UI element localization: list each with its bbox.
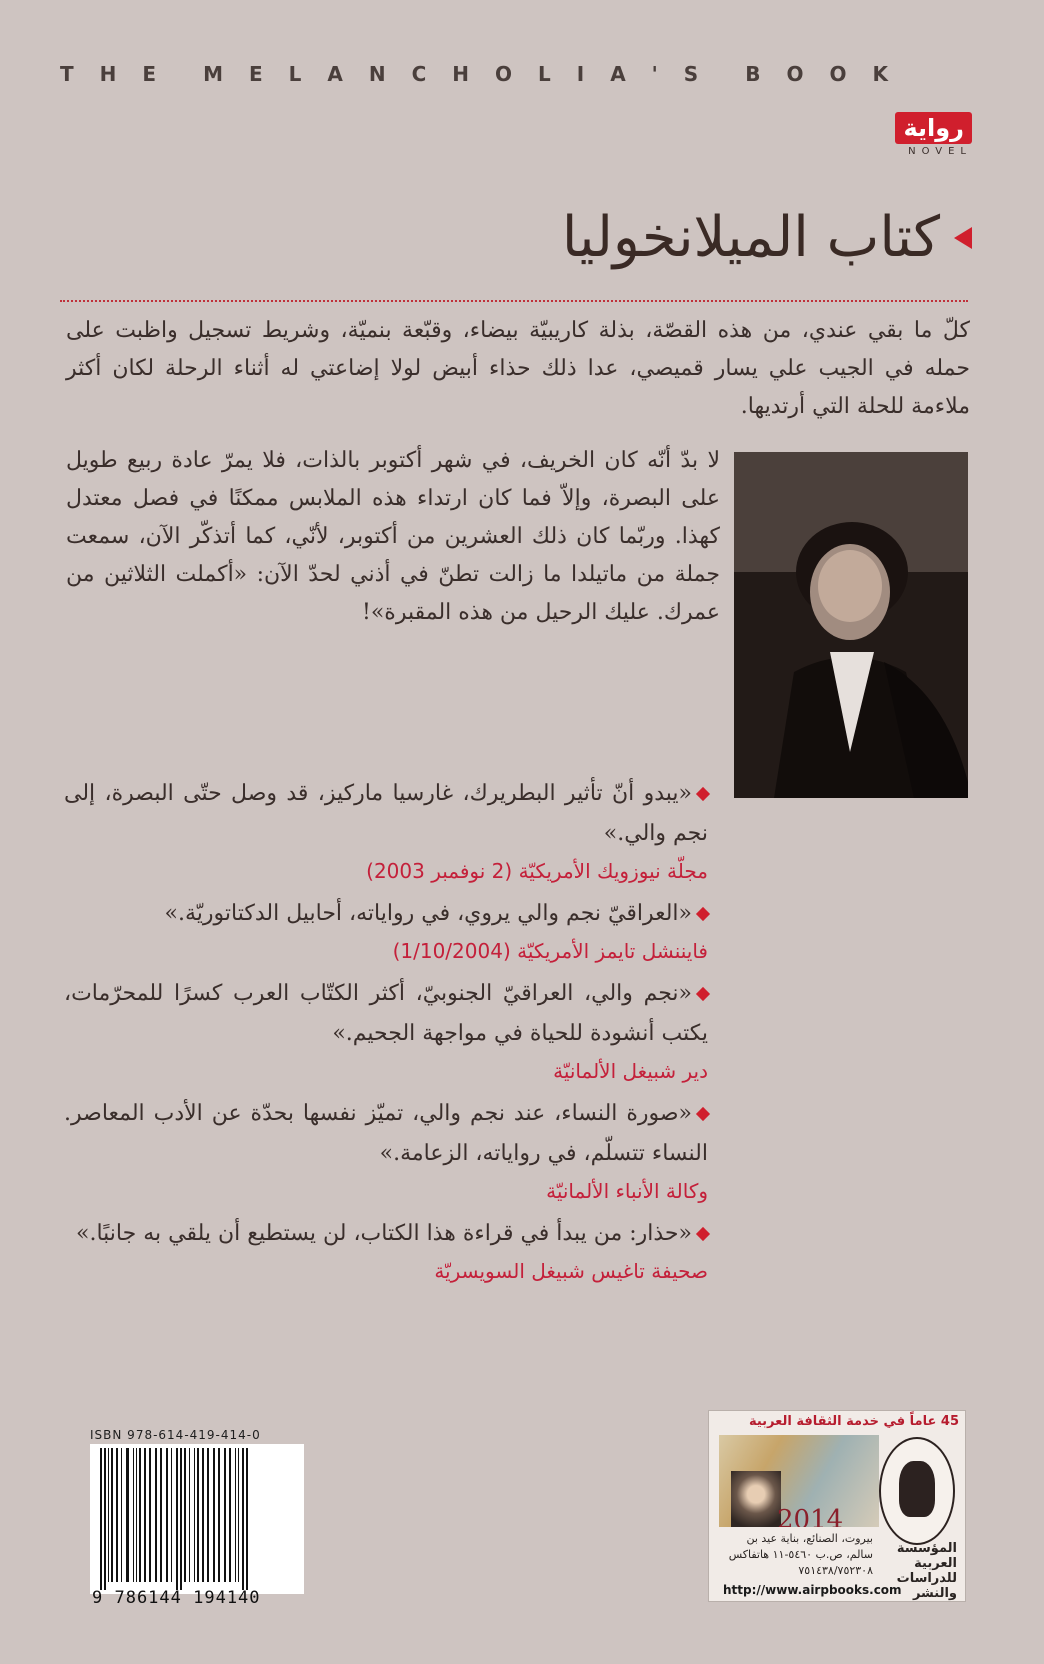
barcode-bar bbox=[100, 1448, 102, 1590]
book-title-row bbox=[561, 205, 972, 270]
stamp-anniversary: 45 عاماً في خدمة الثقافة العربية bbox=[748, 1414, 959, 1429]
quote-text: «نجم والي، العراقيّ الجنوبيّ، أكثر الكتّاب العرب كسرًا للمحرّمات، يكتب أنشودة للحياة في مواجهة الجحيم.» bbox=[64, 981, 708, 1046]
diamond-bullet-icon bbox=[696, 907, 710, 921]
barcode-bar bbox=[104, 1448, 106, 1590]
barcode-bar bbox=[194, 1448, 195, 1582]
barcode-number: 9 786144 194140 bbox=[92, 1588, 261, 1608]
stamp-portrait bbox=[731, 1471, 781, 1527]
quote-text: «حذار: من يبدأ في قراءة هذا الكتاب، لن يستطيع أن يلقي به جانبًا.» bbox=[75, 1221, 692, 1246]
barcode-bar bbox=[184, 1448, 186, 1582]
author-photo-graphic bbox=[734, 452, 968, 798]
series-word: BOOK bbox=[745, 62, 914, 86]
series-word: MELANCHOLIA'S bbox=[203, 62, 725, 86]
barcode-bar bbox=[207, 1448, 209, 1582]
barcode-bar bbox=[242, 1448, 244, 1590]
title-arrow-icon bbox=[954, 227, 972, 249]
barcode-bar bbox=[144, 1448, 146, 1582]
press-quote bbox=[64, 1094, 708, 1208]
barcode-bar bbox=[155, 1448, 157, 1582]
publisher-emblem-icon bbox=[879, 1437, 955, 1545]
barcode-bar bbox=[180, 1448, 182, 1590]
barcode-bar bbox=[218, 1448, 220, 1582]
blurb-paragraph-1: كلّ ما بقي عندي، من هذه القصّة، بذلة كاريبيّة بيضاء، وقبّعة بنميّة، وشريط تسجيل واظبت على حمله في الجيب علي يسار قميصي، عدا ذلك حذاء أبيض لولا إضاعتي له أثناء الرحلة لكان أكثر ملاءمة للحلة التي أرتديها. bbox=[66, 318, 970, 419]
press-quotes bbox=[64, 774, 708, 1294]
barcode bbox=[90, 1444, 304, 1594]
barcode-bar bbox=[139, 1448, 141, 1582]
stamp-publisher: المؤسسة العربية للدراسات والنشر bbox=[896, 1541, 957, 1601]
quote-source: فايننشل تايمز الأمريكيّة (1/10/2004) bbox=[392, 939, 708, 963]
press-quote bbox=[64, 774, 708, 888]
barcode-bars bbox=[90, 1444, 304, 1594]
stamp-url: http://www.airpbooks.com bbox=[723, 1583, 902, 1597]
series-word: THE bbox=[60, 62, 183, 86]
quote-text: «صورة النساء، عند نجم والي، تميّز نفسها بحدّة عن الأدب المعاصر. النساء تتسلّم، في رواياته، الزعامة.» bbox=[64, 1101, 708, 1166]
barcode-bar bbox=[116, 1448, 118, 1582]
stamp-collage bbox=[719, 1435, 879, 1527]
barcode-bar bbox=[121, 1448, 122, 1582]
book-title: كتاب الميلانخوليا bbox=[561, 205, 940, 270]
stamp-year: 2014 bbox=[777, 1505, 844, 1527]
publisher-stamp bbox=[708, 1410, 966, 1602]
press-quote bbox=[64, 894, 708, 968]
quote-source: مجلّة نيوزويك الأمريكيّة (2 نوفمبر 2003) bbox=[366, 859, 708, 883]
diamond-bullet-icon bbox=[696, 1227, 710, 1241]
barcode-bar bbox=[246, 1448, 248, 1590]
barcode-bar bbox=[176, 1448, 178, 1590]
barcode-bar bbox=[126, 1448, 129, 1582]
stamp-address: بيروت، الصنائع، بناية عيد بن سالم، ص.ب ٥٤٦٠-١١ هاتفاكس ٧٥١٤٣٨/٧٥٢٣٠٨ bbox=[728, 1532, 873, 1577]
barcode-bar bbox=[213, 1448, 215, 1582]
diamond-bullet-icon bbox=[696, 787, 710, 801]
quote-source: صحيفة تاغيس شبيغل السويسريّة bbox=[434, 1259, 708, 1283]
blurb-paragraph-2: لا بدّ أنّه كان الخريف، في شهر أكتوبر بالذات، فلا يمرّ عادة ربيع طويل على البصرة، وإلاّ فما كان ارتداء هذه الملابس ممكنًا في فصل معتدل كهذا. وربّما كان ذلك العشرين من أكتوبر، لأنّي، كما أتذكّر الآن، سمعت جملة من ماتيلدا ما زالت تطنّ في أذني لحدّ الآن: «أكملت الثلاثين من عمرك. عليك الرحيل من هذه المقبرة»! bbox=[66, 448, 720, 625]
barcode-bar bbox=[166, 1448, 168, 1582]
diamond-bullet-icon bbox=[696, 1107, 710, 1121]
quote-text: «العراقيّ نجم والي يروي، في رواياته، أحابيل الدكتاتوريّة.» bbox=[164, 901, 692, 926]
barcode-bar bbox=[189, 1448, 190, 1582]
barcode-bar bbox=[229, 1448, 231, 1582]
quote-text: «يبدو أنّ تأثير البطريرك، غارسيا ماركيز، قد وصل حتّى البصرة، إلى نجم والي.» bbox=[64, 781, 708, 846]
barcode-bar bbox=[171, 1448, 172, 1582]
logo-subtitle: NOVEL bbox=[908, 146, 972, 157]
barcode-bar bbox=[197, 1448, 199, 1582]
barcode-bar bbox=[235, 1448, 236, 1582]
series-title bbox=[0, 62, 1044, 86]
isbn-label: ISBN 978-614-419-414-0 bbox=[90, 1428, 261, 1442]
quote-source: دير شبيغل الألمانيّة bbox=[553, 1059, 708, 1083]
barcode-bar bbox=[133, 1448, 134, 1582]
title-divider bbox=[60, 300, 968, 302]
novel-logo bbox=[880, 112, 972, 172]
press-quote bbox=[64, 974, 708, 1088]
author-photo bbox=[734, 452, 968, 798]
barcode-bar bbox=[136, 1448, 137, 1582]
barcode-bar bbox=[108, 1448, 109, 1582]
barcode-bar bbox=[224, 1448, 226, 1582]
press-quote bbox=[64, 1214, 708, 1288]
barcode-bar bbox=[160, 1448, 162, 1582]
barcode-bar bbox=[238, 1448, 239, 1582]
quote-source: وكالة الأنباء الألمانيّة bbox=[546, 1179, 708, 1203]
diamond-bullet-icon bbox=[696, 987, 710, 1001]
logo-mark: رواية bbox=[895, 112, 972, 144]
barcode-bar bbox=[149, 1448, 151, 1582]
barcode-bar bbox=[111, 1448, 113, 1582]
barcode-bar bbox=[202, 1448, 204, 1582]
